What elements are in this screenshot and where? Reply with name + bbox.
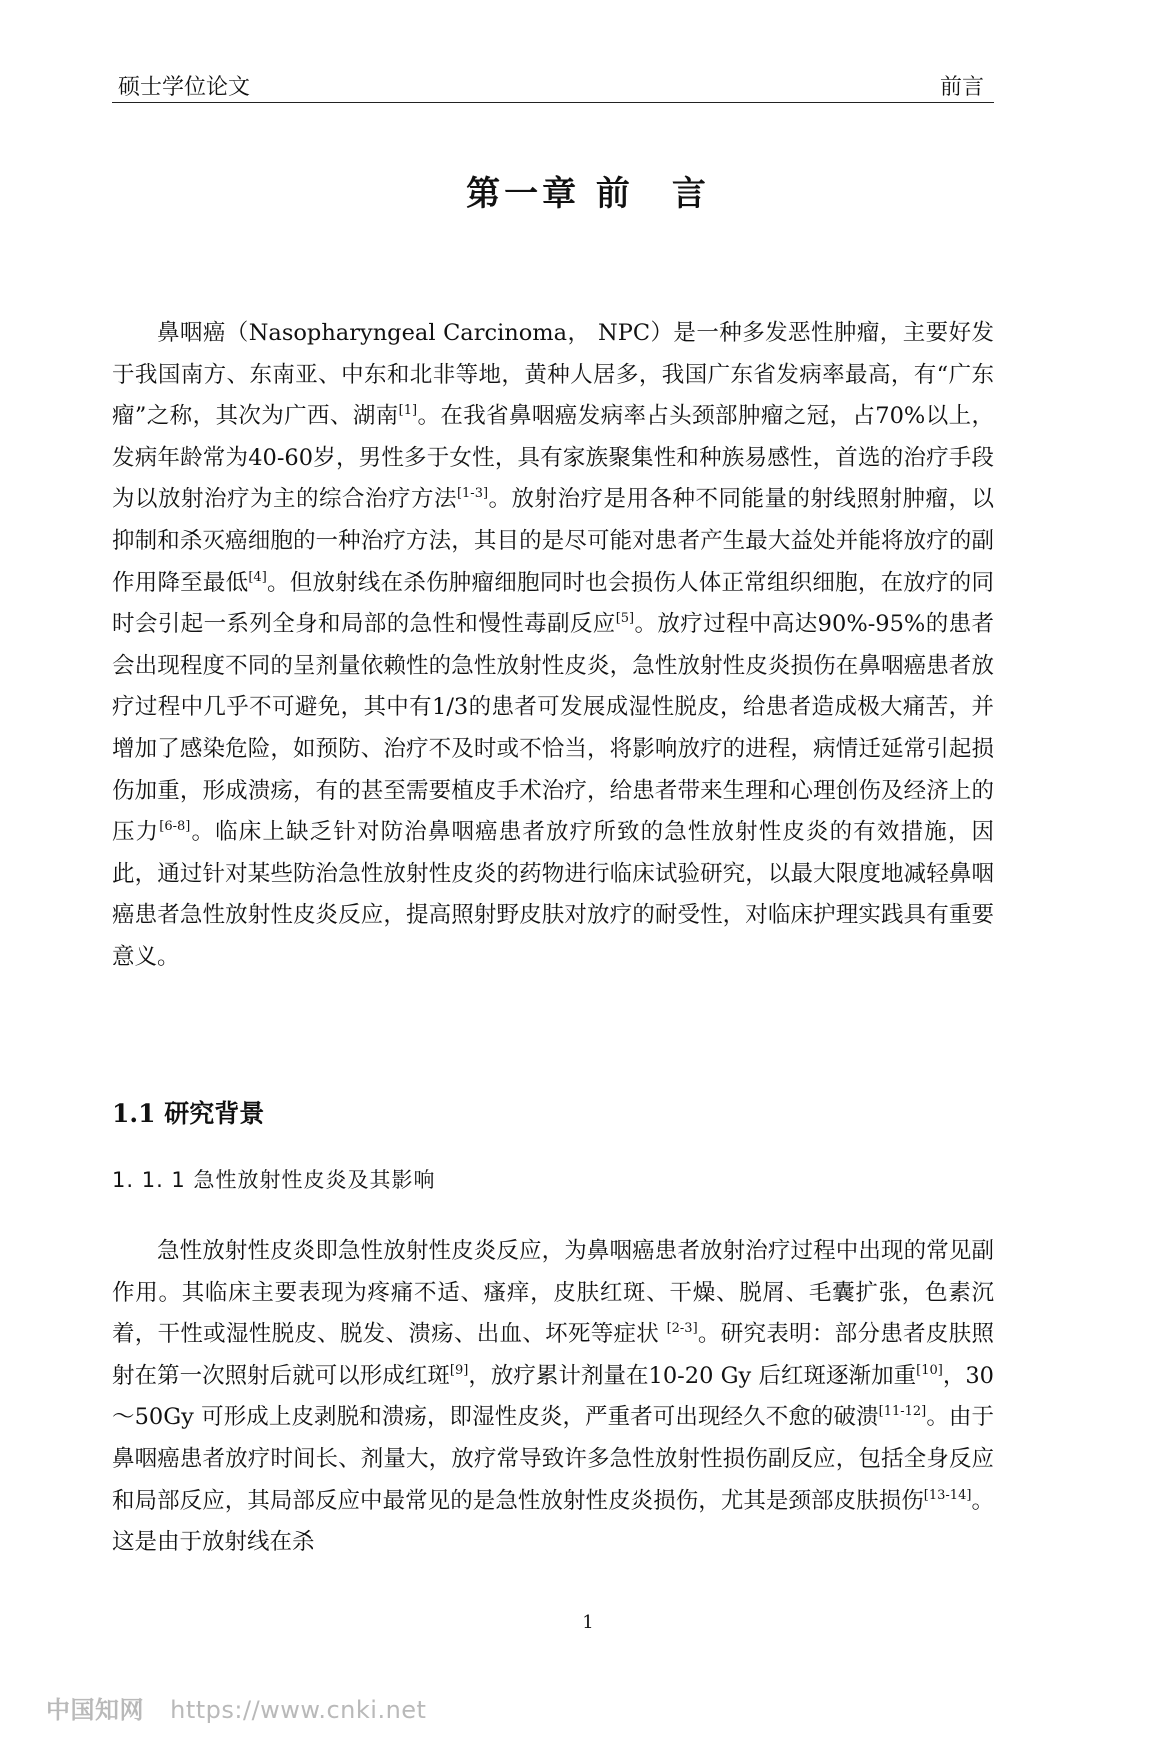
paragraph-text: ，放疗累计剂量在10-20 Gy 后红斑逐渐加重 — [468, 1362, 917, 1389]
citation-ref: [1] — [398, 403, 418, 419]
citation-ref: [5] — [615, 611, 635, 627]
running-header — [112, 66, 994, 103]
paragraph-text: 急性放射性皮炎即急性放射性皮炎反应，为鼻咽癌患者放射治疗过程中出现的常见副作用。其临床主要表现为疼痛不适、瘙痒，皮肤红斑、干燥、脱屑、毛囊扩张，色素沉着，干性或湿性脱皮、脱发、溃疡、出血、坏死等症状 — [112, 1238, 994, 1348]
paragraph-text: 。放疗过程中高达90%-95%的患者会出现程度不同的呈剂量依赖性的急性放射性皮炎，急性放射性皮炎损伤在鼻咽癌患者放疗过程中几乎不可避免，其中有1/3的患者可发展成湿性脱皮，给患者造成极大痛苦，并增加了感染危险，如预防、治疗不及时或不恰当，将影响放疗的进程，病情迁延常引起损伤加重，形成溃疡，有的甚至需要植皮手术治疗，给患者带来生理和心理创伤及经济上的压力 — [112, 611, 994, 846]
cnki-watermark — [46, 1690, 426, 1725]
page-number: 1 — [582, 1612, 594, 1633]
cnki-logo-text: 中国知网 — [46, 1696, 144, 1724]
header-chapter-name: 前言 — [939, 75, 984, 100]
subsection-heading-1-1-1: 1. 1. 1 急性放射性皮炎及其影响 — [112, 1168, 436, 1192]
header-thesis-type: 硕士学位论文 — [118, 75, 251, 100]
citation-ref: [13-14] — [923, 1487, 972, 1503]
cnki-url: https://www.cnki.net — [170, 1696, 427, 1724]
chapter-title: 第一章 前 言 — [466, 174, 710, 214]
paragraph-text: 。研究表明：部分患者皮肤照射在第一次照射后就可以形成红斑 — [112, 1321, 994, 1389]
citation-ref: [1-3] — [456, 486, 489, 502]
intro-paragraph — [112, 313, 994, 979]
paragraph-text: 。临床上缺乏针对防治鼻咽癌患者放疗所致的急性放射性皮炎的有效措施，因此，通过针对某些防治急性放射性皮炎的药物进行临床试验研究，以最大限度地减轻鼻咽癌患者急性放射性皮炎反应，提高照射野皮肤对放疗的耐受性，对临床护理实践具有重要意义。 — [112, 819, 994, 970]
citation-ref: [11-12] — [878, 1404, 927, 1420]
citation-ref: [6-8] — [159, 819, 191, 835]
body-paragraph — [112, 1231, 994, 1564]
paragraph-text: 。在我省鼻咽癌发病率占头颈部肿瘤之冠，占70%以上，发病年龄常为40-60岁，男性多于女性，具有家族聚集性和种族易感性，首选的治疗手段为以放射治疗为主的综合治疗方法 — [112, 403, 994, 513]
section-heading-1-1: 1.1 研究背景 — [112, 1099, 265, 1128]
paragraph-text: 。这是由于放射线在杀 — [112, 1487, 994, 1556]
citation-ref: [9] — [449, 1362, 469, 1378]
citation-ref: [4] — [248, 569, 267, 585]
paragraph-text: 。但放射线在杀伤肿瘤细胞同时也会损伤人体正常组织细胞，在放疗的同时会引起一系列全身和局部的急性和慢性毒副反应 — [112, 569, 994, 638]
citation-ref: [10] — [916, 1362, 943, 1378]
paragraph-text: 鼻咽癌（Nasopharyngeal Carcinoma， NPC）是一种多发恶性肿瘤，主要好发于我国南方、东南亚、中东和北非等地，黄种人居多，我国广东省发病率最高，有“广东瘤”之称，其次为广西、湖南 — [112, 320, 994, 430]
paragraph-text: 。放射治疗是用各种不同能量的射线照射肿瘤，以抑制和杀灭癌细胞的一种治疗方法，其目的是尽可能对患者产生最大益处并能将放疗的副作用降至最低 — [112, 486, 994, 596]
paragraph-text: 。由于鼻咽癌患者放疗时间长、剂量大，放疗常导致许多急性放射性损伤副反应，包括全身反应和局部反应，其局部反应中最常见的是急性放射性皮炎损伤，尤其是颈部皮肤损伤 — [112, 1404, 994, 1514]
paragraph-text: ，30～50Gy 可形成上皮剥脱和溃疡，即湿性皮炎，严重者可出现经久不愈的破溃 — [112, 1362, 994, 1431]
citation-ref: [2-3] — [666, 1321, 698, 1337]
